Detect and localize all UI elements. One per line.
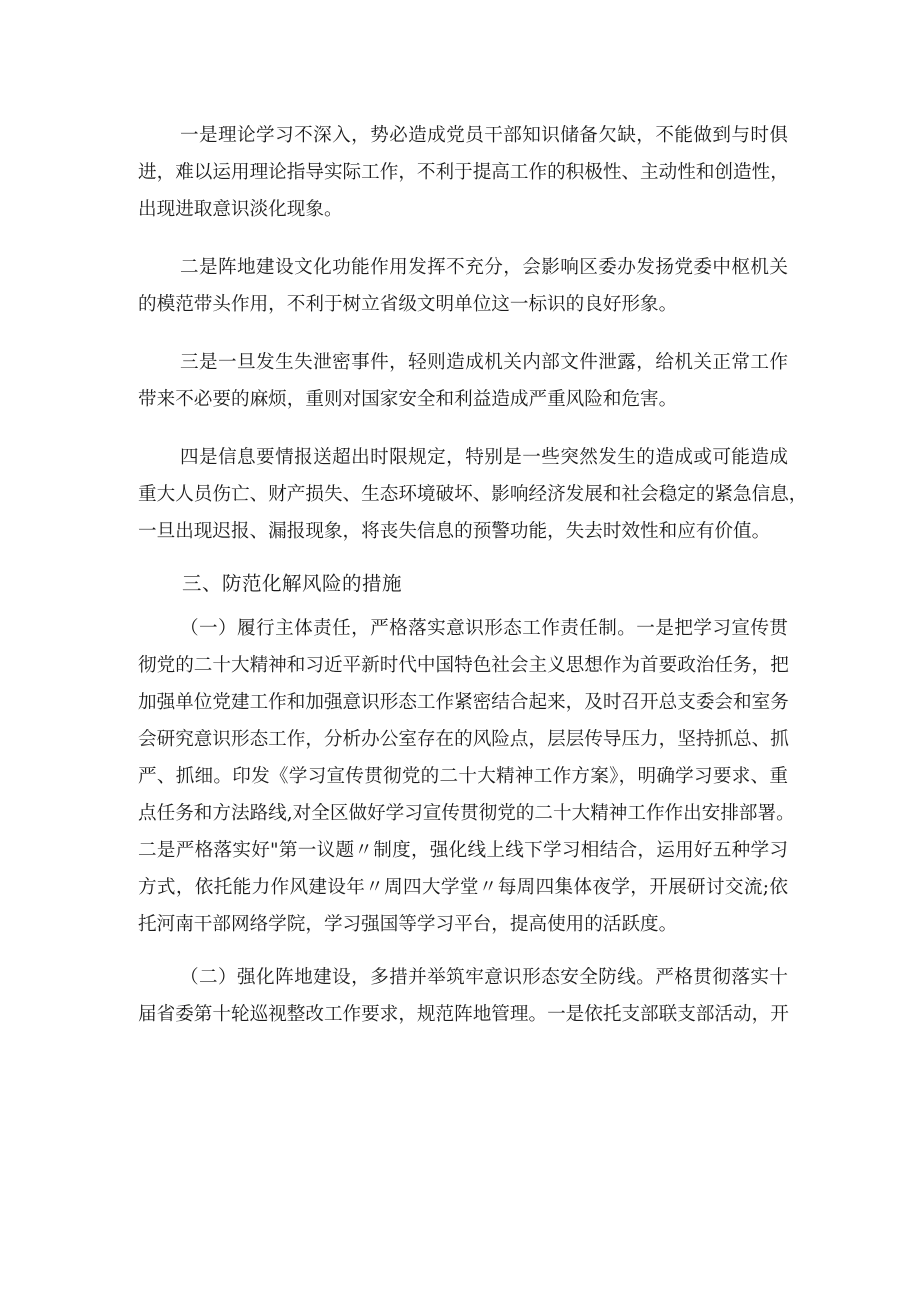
text-line: 一是理论学习不深入，势必造成党员干部知识储备欠缺，不能做到与时俱 bbox=[180, 125, 788, 146]
text-line: 重大人员伤亡、财产损失、生态环境破坏、影响经济发展和社会稳定的紧急信息， bbox=[138, 484, 808, 505]
text-line: 严、抓细。印发《学习宣传贯彻党的二十大精神工作方案》，明确学习要求、重 bbox=[138, 766, 788, 787]
text-line: 二是阵地建设文化功能作用发挥不充分，会影响区委办发扬党委中枢机关 bbox=[180, 257, 788, 278]
text-line: 一旦出现迟报、漏报现象，将丧失信息的预警功能，失去时效性和应有价值。 bbox=[138, 521, 771, 542]
paragraph-4 bbox=[138, 439, 808, 550]
text-line: 会研究意识形态工作，分析办公室存在的风险点，层层传导压力，坚持抓总、抓 bbox=[138, 729, 789, 750]
text-line: 二是严格落实好"第一议题〃制度，强化线上线下学习相结合，运用好五种学习 bbox=[138, 840, 788, 861]
text-line: 托河南干部网络学院，学习强国等学习平台，提高使用的活跃度。 bbox=[138, 914, 678, 935]
section-heading: 三、防范化解风险的措施 bbox=[182, 572, 403, 595]
document-body bbox=[138, 117, 808, 1033]
text-line: 出现进取意识淡化现象。 bbox=[138, 199, 343, 220]
text-line: 届省委第十轮巡视整改工作要求，规范阵地管理。一是依托支部联支部活动，开 bbox=[138, 1004, 789, 1025]
text-line: （二）强化阵地建设，多措并举筑牢意识形态安全防线。严格贯彻落实十 bbox=[180, 967, 788, 988]
section-1 bbox=[138, 610, 795, 943]
text-line: 四是信息要情报送超出时限规定，特别是一些突然发生的造成或可能造成 bbox=[180, 447, 788, 468]
paragraph-3 bbox=[138, 344, 788, 418]
paragraph-1 bbox=[138, 117, 788, 228]
text-line: （一）履行主体责任，严格落实意识形态工作责任制。一是把学习宣传贯 bbox=[180, 618, 788, 639]
text-line: 的模范带头作用，不利于树立省级文明单位这一标识的良好形象。 bbox=[138, 294, 678, 315]
text-line: 加强单位党建工作和加强意识形态工作紧密结合起来，及时召开总支委会和室务 bbox=[138, 692, 789, 713]
paragraph-2 bbox=[138, 249, 788, 323]
text-line: 三是一旦发生失泄密事件，轻则造成机关内部文件泄露，给机关正常工作 bbox=[180, 352, 788, 373]
section-2 bbox=[138, 959, 788, 1033]
text-line: 进，难以运用理论指导实际工作，不利于提高工作的积极性、主动性和创造性， bbox=[138, 162, 789, 183]
text-line: 带来不必要的麻烦，重则对国家安全和利益造成严重风险和危害。 bbox=[138, 389, 678, 410]
text-line: 点任务和方法路线,对全区做好学习宣传贯彻党的二十大精神工作作出安排部署。 bbox=[138, 803, 795, 824]
text-line: 彻党的二十大精神和习近平新时代中国特色社会主义思想作为首要政治任务，把 bbox=[138, 655, 789, 676]
text-line: 方式，依托能力作风建设年〃周四大学堂〃每周四集体夜学，开展研讨交流;依 bbox=[138, 877, 788, 898]
